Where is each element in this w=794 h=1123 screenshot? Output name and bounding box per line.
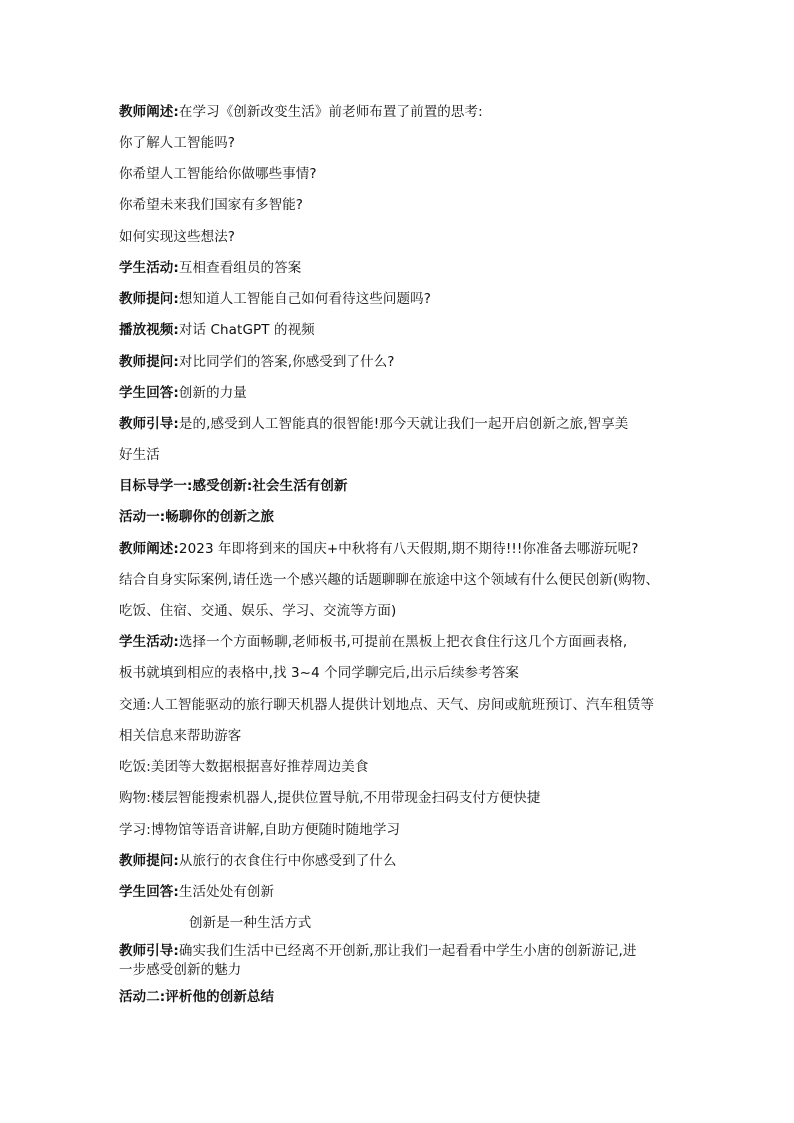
line-label: 播放视频:	[119, 322, 179, 338]
line-text: 吃饭:美团等大数据根据喜好推荐周边美食	[119, 759, 369, 775]
line-text: 交通:人工智能驱动的旅行聊天机器人提供计划地点、天气、房间或航班预订、汽车租赁等	[119, 697, 655, 713]
line-label: 学生活动:	[119, 634, 179, 650]
line-label: 教师提问:	[119, 853, 179, 869]
line-text: 2023 年即将到来的国庆+中秋将有八天假期,期不期待!!!你准备去哪游玩呢?	[178, 541, 639, 557]
paragraph-line	[119, 416, 628, 432]
paragraph-line	[119, 603, 396, 619]
line-text: 板书就填到相应的表格中,找 3~4 个同学聊完后,出示后续参考答案	[119, 665, 519, 681]
line-text: 结合自身实际案例,请任选一个感兴趣的话题聊聊在旅途中这个领域有什么便民创新(购物、	[119, 572, 660, 588]
paragraph-line	[119, 291, 431, 307]
line-label: 学生活动:	[119, 260, 179, 276]
heading-text: 活动二:评析他的创新总结	[119, 989, 275, 1005]
section-heading	[119, 478, 348, 494]
paragraph-line	[119, 541, 638, 557]
line-text: 想知道人工智能自己如何看待这些问题吗?	[178, 291, 431, 307]
line-label: 教师阐述:	[119, 541, 179, 557]
paragraph-line	[119, 260, 301, 276]
line-text: 创新的力量	[178, 385, 247, 401]
line-text: 相关信息来帮助游客	[119, 728, 242, 744]
line-label: 教师引导:	[119, 943, 179, 959]
heading-text: 目标导学一:感受创新:社会生活有创新	[119, 478, 348, 494]
line-text: 在学习《创新改变生活》前老师布置了前置的思考:	[178, 104, 483, 120]
line-label: 教师阐述:	[119, 104, 179, 120]
paragraph-line	[119, 634, 627, 650]
line-text: 如何实现这些想法?	[119, 229, 236, 245]
paragraph-line	[119, 665, 519, 681]
paragraph-line	[119, 962, 241, 978]
line-label: 学生回答:	[119, 385, 179, 401]
line-text: 你希望人工智能给你做哪些事情?	[119, 166, 317, 182]
paragraph-line	[119, 229, 235, 245]
line-text: 吃饭、住宿、交通、娱乐、学习、交流等方面)	[119, 603, 397, 619]
line-label: 学生回答:	[119, 884, 179, 900]
line-text: 购物:楼层智能搜索机器人,提供位置导航,不用带现金扫码支付方便快捷	[119, 790, 541, 806]
paragraph-line	[119, 166, 317, 182]
line-text: 互相查看组员的答案	[178, 260, 302, 276]
line-text: 生活处处有创新	[178, 884, 275, 900]
line-text: 好生活	[119, 447, 160, 463]
line-text: 创新是一种生活方式	[189, 915, 312, 931]
line-text: 从旅行的衣食住行中你感受到了什么	[178, 853, 397, 869]
line-text: 确实我们生活中已经离不开创新,那让我们一起看看中学生小唐的创新游记,进	[178, 943, 637, 959]
paragraph-line	[119, 197, 303, 213]
line-label: 教师引导:	[119, 416, 179, 432]
line-label: 教师提问:	[119, 354, 179, 370]
paragraph-line	[189, 915, 311, 931]
line-text: 对话 ChatGPT 的视频	[178, 322, 315, 338]
paragraph-line	[119, 104, 483, 120]
paragraph-line	[119, 822, 400, 838]
paragraph-line	[119, 135, 235, 151]
paragraph-line	[119, 943, 637, 959]
section-heading	[119, 989, 274, 1005]
paragraph-line	[119, 385, 247, 401]
line-text: 对比同学们的答案,你感受到了什么?	[178, 354, 395, 370]
line-text: 选择一个方面畅聊,老师板书,可提前在黑板上把衣食住行这几个方面画表格,	[178, 634, 628, 650]
paragraph-line	[119, 790, 540, 806]
paragraph-line	[119, 447, 160, 463]
paragraph-line	[119, 853, 397, 869]
line-text: 是的,感受到人工智能真的很智能!那今天就让我们一起开启创新之旅,智享美	[178, 416, 629, 432]
paragraph-line	[119, 322, 315, 338]
line-label: 教师提问:	[119, 291, 179, 307]
paragraph-line	[119, 697, 654, 713]
line-text: 你了解人工智能吗?	[119, 135, 236, 151]
line-text: 学习:博物馆等语音讲解,自助方便随时随地学习	[119, 822, 401, 838]
paragraph-line	[119, 728, 241, 744]
paragraph-line	[119, 354, 395, 370]
paragraph-line	[119, 572, 659, 588]
line-text: 一步感受创新的魅力	[119, 962, 242, 978]
heading-text: 活动一:畅聊你的创新之旅	[119, 509, 275, 525]
section-heading	[119, 509, 274, 525]
paragraph-line	[119, 884, 274, 900]
paragraph-line	[119, 759, 368, 775]
line-text: 你希望未来我们国家有多智能?	[119, 197, 304, 213]
